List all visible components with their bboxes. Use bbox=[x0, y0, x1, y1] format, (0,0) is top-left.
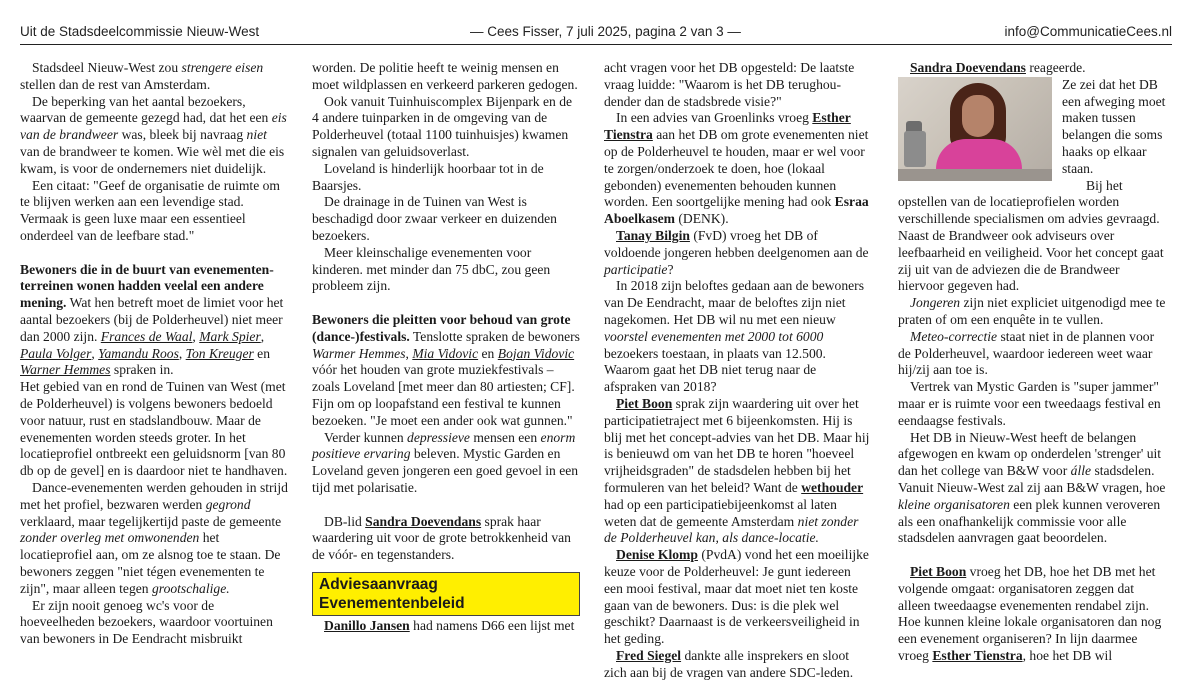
speaker-name: Bojan Vidovic bbox=[497, 345, 575, 361]
page-header bbox=[20, 22, 1172, 45]
paragraph: acht vragen voor het DB opgesteld: De laatste vraag luidde: "Waarom is het DB terughou-dender dan de stadsbrede visie?" bbox=[604, 60, 855, 109]
paragraph: Tanay Bilgin (FvD) vroeg het DB of voldoende jongeren hebben deelgenomen aan de participatie? bbox=[604, 227, 869, 277]
banner-title-line: Evenementenbeleid bbox=[319, 594, 465, 612]
paragraph-residents-for: Bewoners die pleitten voor behoud van grote (dance-)festivals. Tenslotte spraken de bewoners Warmer Hemmes, Mia Vidovic en Bojan Vidovic vóór het houden van grote muziekfestivals – zoals Loveland [met meer dan 80 artiesten; CF]. Fijn om op loopafstand een festival te kunnen bezoeken. "Je moet een ander ook wat gunnen." bbox=[312, 311, 580, 428]
banner-title-line: Adviesaanvraag bbox=[319, 575, 438, 593]
speaker-photo bbox=[898, 77, 1052, 181]
header-author-date: — Cees Fisser, 7 juli 2025, pagina 2 van 3 — bbox=[470, 24, 741, 39]
paragraph: Denise Klomp (PvdA) vond het een moeilijke keuze voor de Polderheuvel: Je gunt iedereen een mooi festival, maar dat moet niet ten koste gaan van de bewoners. Dus: is die plek wel geschikt? Daarnaast is de verkeersveiligheid in het geding. bbox=[604, 547, 869, 647]
speaker-name: Frances de Waal bbox=[100, 328, 193, 344]
paragraph: Danillo Jansen had namens D66 een lijst met bbox=[324, 617, 575, 633]
speaker-name: Warmer Hemmes bbox=[312, 345, 406, 361]
paragraph: In een advies van Groenlinks vroeg Esther Tienstra aan het DB om grote evenementen niet op de Polderheuvel te houden, maar er wel voor te zorgen/onderzoek te doen, hoe (lokaal gebonden) evenementen behouden kunnen worden. Een soortgelijke mening had ook Esraa Aboelkasem (DENK). bbox=[604, 110, 869, 227]
column-1 bbox=[20, 60, 288, 648]
speaker-name: Warner Hemmes bbox=[20, 362, 111, 378]
column-3 bbox=[604, 60, 872, 681]
paragraph: Bij het opstellen van de locatieprofielen worden verschillende specialismen om advies gevraagd. Naast de Brandweer ook adviseurs over leefbaarheid en veiligheid. Voor het concept gaat zij uit van de adviezen die de Brandweer hiervoor gegeven had. bbox=[898, 177, 1164, 294]
paragraph: Dance-evenementen werden gehouden in strijd met het profiel, bezwaren werden gegrond verklaard, maar tegelijkertijd paste de gemeente zonder overleg met omwonenden het locatieprofiel aan, om ze alsnog toe te staan. De bewoners zeggen "niet tégen evenementen te zijn", maar alleen tegen grootschalige. bbox=[20, 479, 288, 596]
paragraph: Er zijn nooit genoeg wc's voor de hoeveelheden bezoekers, waardoor voortuinen van bewoners in De Eendracht misbruikt bbox=[20, 597, 273, 647]
paragraph: Loveland is hinderlijk hoorbaar tot in de Baarsjes. bbox=[312, 160, 544, 193]
paragraph: Het gebied van en rond de Tuinen van West (met de Polderheuvel) is volgens bewoners bedoeld voor natuur, rust en stadslandbouw. Maar de evenementen worden steeds groter. In het locatieprofiel ontbreekt een geluidsnorm [van 80 db op de gevel] en is daardoor niet te handhaven. bbox=[20, 379, 288, 479]
speaker-name: Piet Boon bbox=[616, 395, 673, 411]
paragraph: Ook vanuit Tuinhuiscomplex Bijenpark en de 4 andere tuinparken in de omgeving van de Polderheuvel (totaal 1100 tuinhuisjes) kwamen signalen van geluidsoverlast. bbox=[312, 93, 573, 159]
speaker-name: Tanay Bilgin bbox=[616, 227, 690, 243]
header-email-link[interactable]: info@CommunicatieCees.nl bbox=[1004, 24, 1172, 39]
paragraph: Fred Siegel dankte alle insprekers en sloot zich aan bij de vragen van andere SDC-leden. bbox=[604, 647, 854, 680]
speaker-name: Sandra Doevendans bbox=[365, 513, 482, 529]
subheading: Bewoners die pleitten voor behoud van grote (dance-)festivals. bbox=[312, 311, 571, 344]
paragraph: De drainage in de Tuinen van West is beschadigd door zwaar verkeer en duizenden bezoekers. bbox=[312, 194, 557, 243]
paragraph: Piet Boon vroeg het DB, hoe het DB met het volgende omgaat: organisatoren zeggen dat alleen tweedaagse evenementen rendabel zijn. Hoe kunnen kleine lokale organisatoren dan nog een evenement organiseren? In lijn daarmee vroeg Esther Tienstra, hoe het DB wil bbox=[898, 563, 1162, 663]
speaker-name: Paula Volger bbox=[20, 345, 92, 361]
speaker-name: Denise Klomp bbox=[616, 547, 698, 563]
paragraph: Stadsdeel Nieuw-West zou strengere eisen stellen dan de rest van Amsterdam. bbox=[20, 60, 264, 92]
speaker-name: Esther Tienstra bbox=[604, 110, 851, 143]
header-source: Uit de Stadsdeelcommissie Nieuw-West bbox=[20, 24, 260, 39]
paragraph: Sandra Doevendans reageerde. bbox=[910, 60, 1086, 75]
speaker-name: Danillo Jansen bbox=[324, 617, 410, 633]
speaker-name: Esther Tienstra bbox=[932, 647, 1023, 663]
speaker-name: Sandra Doevendans bbox=[910, 60, 1026, 75]
paragraph: Vertrek van Mystic Garden is "super jammer" maar er is ruimte voor een tweedaags festival en eendaagse festivals. bbox=[898, 379, 1161, 428]
column-2 bbox=[312, 60, 580, 635]
paragraph: Verder kunnen depressieve mensen een enorm positieve ervaring beleven. Mystic Garden en Loveland geven jongeren een goed gevoel in een tijd met polarisatie. bbox=[312, 429, 579, 495]
paragraph: Meteo-correctie staat niet in de plannen voor de Polderheuvel, waardoor iedereen weet waar hij/zij aan toe is. bbox=[898, 328, 1155, 378]
paragraph-residents-against: Bewoners die in de buurt van evenementen-terreinen wonen hadden veelal een andere mening. Wat hen betreft moet de limiet voor het aantal bezoekers (bij de Polderheuvel) niet meer dan 2000 zijn. Frances de Waal, Mark Spier, Paula Volger, Yamandu Roos, Ton Kreuger en Warner Hemmes spraken in. bbox=[20, 261, 284, 378]
speaker-name: Piet Boon bbox=[910, 563, 967, 579]
paragraph: Het DB in Nieuw-West heeft de belangen afgewogen en kwam op onderdelen 'strenger' uit dan het college van B&W voor álle stadsdelen. Vanuit Nieuw-West zal zij aan B&W vragen, hoe kleine organisatoren een plek kunnen veroveren als een onafhankelijk commissie voor alle stadsdelen aanvragen gaat beoordelen. bbox=[898, 429, 1166, 546]
speaker-name: Mark Spier bbox=[199, 328, 261, 344]
column-4 bbox=[898, 60, 1166, 665]
subheading: Bewoners die in de buurt van evenementen-terreinen wonen hadden veelal een andere mening. bbox=[20, 261, 274, 311]
role-name: wethouder bbox=[801, 479, 864, 495]
paragraph: Jongeren zijn niet expliciet uitgenodigd mee te praten of om een enquête in te vullen. bbox=[898, 295, 1166, 327]
speaker-name: Fred Siegel bbox=[616, 647, 682, 663]
paragraph: In 2018 zijn beloftes gedaan aan de bewoners van De Eendracht, maar de beloftes zijn niet nagekomen. Het DB wil nu met een nieuw voorstel evenementen met 2000 tot 6000 bezoekers toestaan, in plaats van 12.500. Waarom gaat het DB niet terug naar de afspraken van 2018? bbox=[604, 278, 864, 395]
paragraph: De beperking van het aantal bezoekers, waarvan de gemeente gezegd had, dat het een eis van de brandweer was, bleek bij navraag niet van de brandweer te komen. Wie wèl met die eis kwam, is voor de ondernemers niet duidelijk. bbox=[20, 93, 287, 176]
paragraph: Ze zei dat het DB een afweging moet maken tussen belangen die soms haaks op elkaar staan. bbox=[1062, 76, 1166, 176]
paragraph: DB-lid Sandra Doevendans sprak haar waardering uit voor de grote betrokkenheid van de vóór- en tegenstanders. bbox=[312, 513, 571, 563]
paragraph: Een citaat: "Geef de organisatie de ruimte om te blijven werken aan een levendige stad. Vermaak is geen luxe maar een essentieel onderdeel van de leefbare stad." bbox=[20, 177, 280, 243]
paragraph: Piet Boon sprak zijn waardering uit over het participatietraject met 6 bijeenkomsten. Hij is blij met het concept-advies van het DB. Maar hij is benieuwd om van het DB te horen "hoeveel vrijheidsgraden" de stadsdelen hebben bij het formuleren van het beleid? Want de wethouder had op een participatiebijeenkomst al laten weten dat de gemeente Amsterdam niet zonder de Polderheuvel kan, als dance-locatie. bbox=[604, 395, 870, 546]
speaker-name: Mia Vidovic bbox=[412, 345, 479, 361]
paragraph: Meer kleinschalige evenementen voor kinderen. met minder dan 75 dbC, zou geen probleem zijn. bbox=[312, 244, 551, 294]
section-banner bbox=[312, 572, 580, 616]
speaker-name: Ton Kreuger bbox=[185, 345, 254, 361]
paragraph: worden. De politie heeft te weinig mensen en moet wildplassen en verkeerd parkeren gedogen. bbox=[312, 60, 578, 92]
speaker-name: Esraa Aboelkasem bbox=[604, 194, 869, 227]
speaker-name: Yamandu Roos bbox=[98, 345, 179, 361]
